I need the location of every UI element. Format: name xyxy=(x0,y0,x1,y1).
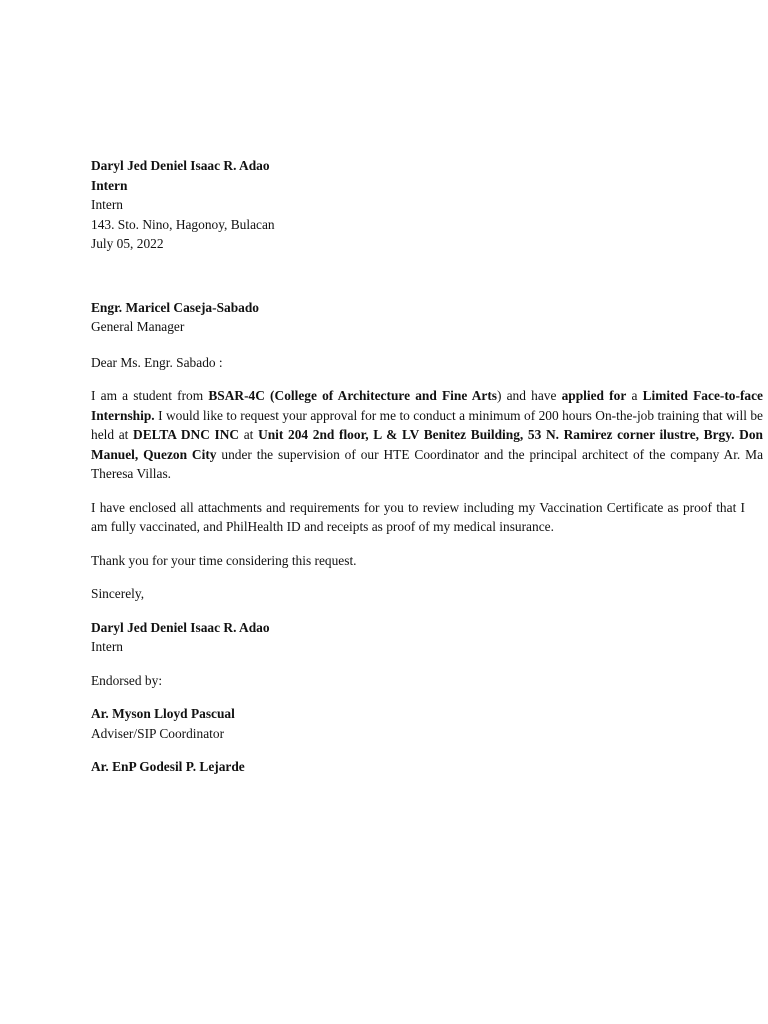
endorser-block-1 xyxy=(91,704,763,743)
signature-name: Daryl Jed Deniel Isaac R. Adao xyxy=(91,619,270,635)
paragraph-request-text-3: a xyxy=(626,388,643,403)
paragraph-request-internship-type: Limited Face-to-face Internship. xyxy=(91,388,764,423)
sender-name: Daryl Jed Deniel Isaac R. Adao xyxy=(91,158,270,173)
endorser-block-2 xyxy=(91,757,763,777)
sender-title: Intern xyxy=(91,177,128,193)
closing: Sincerely, xyxy=(91,586,145,601)
endorser-1-name: Ar. Myson Lloyd Pascual xyxy=(91,706,235,721)
paragraph-request-company-address: Unit 204 2nd floor, L & LV Benitez Building, 53 N. Ramirez corner ilustre, Brgy. Don Manuel, Quezon City xyxy=(91,427,763,462)
recipient-name: Engr. Maricel Caseja-Sabado xyxy=(91,299,259,315)
recipient-position: General Manager xyxy=(91,319,185,334)
signature-block xyxy=(91,618,763,657)
paragraph-request-program: BSAR-4C (College of Architecture and Fine Arts xyxy=(208,388,497,403)
salutation: Dear Ms. Engr. Sabado : xyxy=(91,354,223,370)
paragraph-request xyxy=(91,386,763,484)
endorser-1-title: Adviser/SIP Coordinator xyxy=(91,725,225,741)
recipient-block xyxy=(91,298,763,337)
paragraph-attachments: I have enclosed all attachments and requirements for you to review including my Vaccination Certificate as proof that I am fully vaccinated, and PhilHealth ID and receipts as proof of my medical insurance. xyxy=(91,499,745,534)
paragraph-request-applied: applied for xyxy=(561,388,627,403)
paragraph-request-company: DELTA DNC INC xyxy=(133,427,240,442)
signature-title: Intern xyxy=(91,639,123,654)
paragraph-request-text-2: ) and have xyxy=(496,388,562,403)
sender-role: Intern xyxy=(91,197,123,212)
paragraph-request-text-1: I am a student from xyxy=(91,388,209,403)
paragraph-thanks: Thank you for your time considering this request. xyxy=(91,552,357,568)
letter-body xyxy=(91,156,763,777)
letter-date: July 05, 2022 xyxy=(91,236,164,251)
paragraph-request-text-5: at xyxy=(239,427,259,442)
endorsed-label: Endorsed by: xyxy=(91,672,163,688)
endorser-2-name: Ar. EnP Godesil P. Lejarde xyxy=(91,759,245,774)
paragraph-request-text-4: I would like to request your approval for me to conduct a minimum of 200 hours On-the-job training that will be held at xyxy=(91,407,763,442)
sender-block xyxy=(91,156,763,254)
paragraph-request-text-6: under the supervision of our HTE Coordinator and the principal architect of the company Ar. Ma Theresa Villas. xyxy=(91,446,764,481)
sender-address: 143. Sto. Nino, Hagonoy, Bulacan xyxy=(91,216,275,232)
